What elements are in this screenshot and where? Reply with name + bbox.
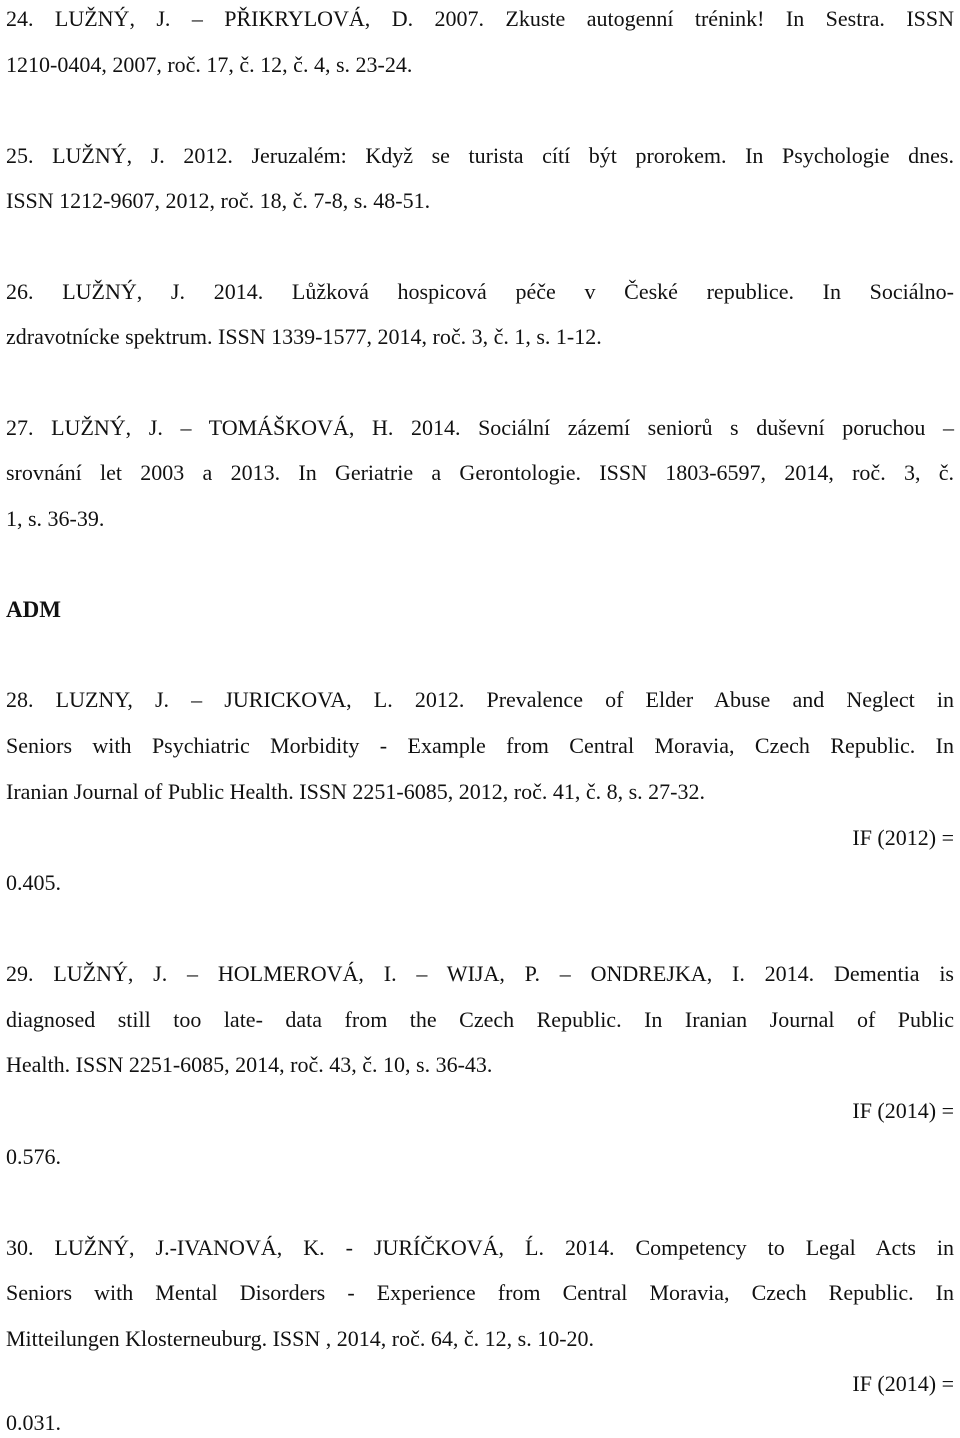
- reference-line: Health. ISSN 2251-6085, 2014, roč. 43, č. 10, s. 36-43.: [6, 1052, 493, 1077]
- reference-line: 1, s. 36-39.: [6, 506, 105, 531]
- impact-factor-value: 0.576.: [6, 1144, 61, 1169]
- reference-line: 28. LUZNY, J. – JURICKOVA, L. 2012. Prevalence of Elder Abuse and Neglect in: [6, 687, 954, 712]
- reference-line: 26. LUŽNÝ, J. 2014. Lůžková hospicová péče v České republice. In Sociálno-: [6, 279, 954, 304]
- reference-line: Mitteilungen Klosterneuburg. ISSN , 2014, roč. 64, č. 12, s. 10-20.: [6, 1326, 595, 1351]
- impact-factor-label: IF (2014) =: [852, 1371, 954, 1396]
- reference-line: ISSN 1212-9607, 2012, roč. 18, č. 7-8, s. 48-51.: [6, 188, 431, 213]
- impact-factor-label: IF (2014) =: [852, 1098, 954, 1123]
- reference-line: Seniors with Psychiatric Morbidity - Example from Central Moravia, Czech Republic. In: [6, 733, 954, 758]
- section-heading: ADM: [6, 597, 61, 622]
- impact-factor-value: 0.031.: [6, 1410, 61, 1435]
- reference-line: 25. LUŽNÝ, J. 2012. Jeruzalém: Když se turista cítí být prorokem. In Psychologie dnes.: [6, 143, 954, 168]
- reference-line: 30. LUŽNÝ, J.-IVANOVÁ, K. - JURÍČKOVÁ, Ĺ. 2014. Competency to Legal Acts in: [6, 1235, 954, 1260]
- reference-line: diagnosed still too late- data from the Czech Republic. In Iranian Journal of Public: [6, 1007, 954, 1032]
- reference-line: 29. LUŽNÝ, J. – HOLMEROVÁ, I. – WIJA, P. – ONDREJKA, I. 2014. Dementia is: [6, 961, 954, 986]
- reference-line: Seniors with Mental Disorders - Experience from Central Moravia, Czech Republic. In: [6, 1280, 954, 1305]
- reference-line: zdravotnícke spektrum. ISSN 1339-1577, 2014, roč. 3, č. 1, s. 1-12.: [6, 324, 602, 349]
- reference-line: 1210-0404, 2007, roč. 17, č. 12, č. 4, s. 23-24.: [6, 52, 413, 77]
- reference-line: srovnání let 2003 a 2013. In Geriatrie a Gerontologie. ISSN 1803-6597, 2014, roč. 3, č.: [6, 460, 954, 485]
- impact-factor-label: IF (2012) =: [852, 825, 954, 850]
- reference-line: 27. LUŽNÝ, J. – TOMÁŠKOVÁ, H. 2014. Sociální zázemí seniorů s duševní poruchou –: [6, 415, 954, 440]
- reference-line: 24. LUŽNÝ, J. – PŘIKRYLOVÁ, D. 2007. Zkuste autogenní trénink! In Sestra. ISSN: [6, 6, 954, 31]
- reference-line: Iranian Journal of Public Health. ISSN 2251-6085, 2012, roč. 41, č. 8, s. 27-32.: [6, 779, 706, 804]
- impact-factor-value: 0.405.: [6, 870, 61, 895]
